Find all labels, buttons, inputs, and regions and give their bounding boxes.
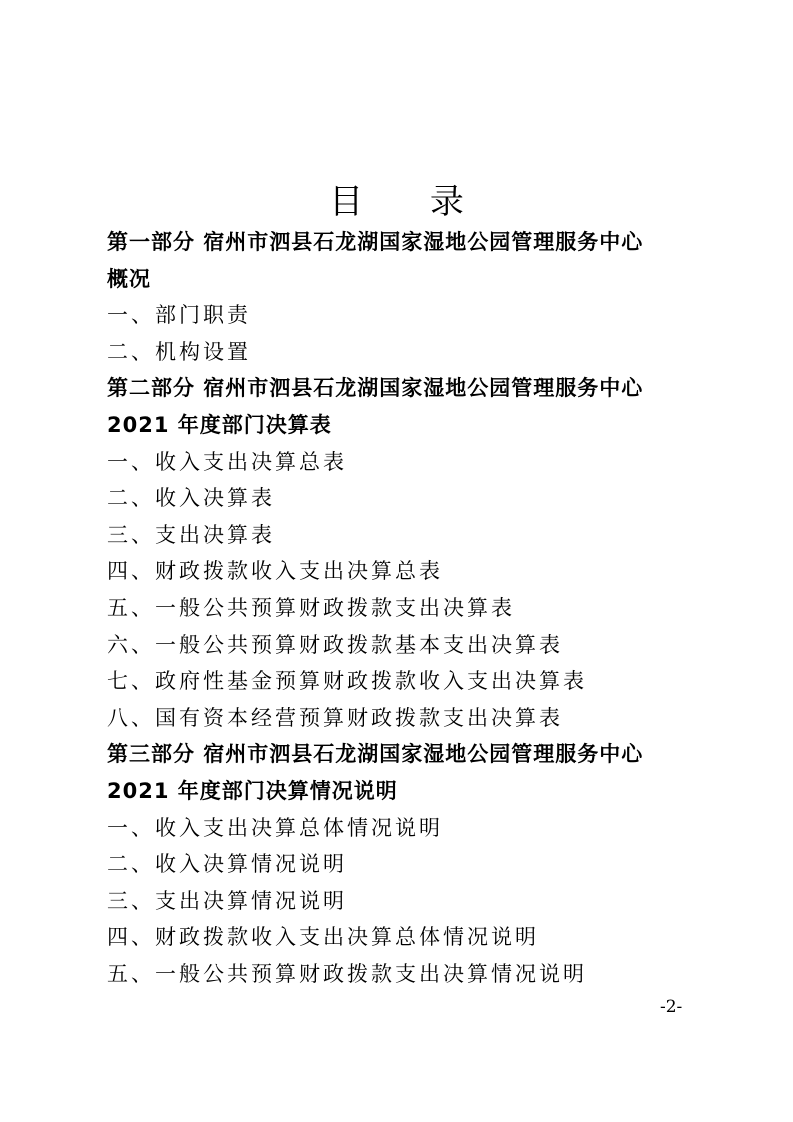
toc-item: 三、支出决算情况说明 (107, 888, 347, 913)
toc-part-heading: 第一部分 宿州市泗县石龙湖国家湿地公园管理服务中心 (107, 230, 644, 254)
toc-item: 二、机构设置 (107, 339, 251, 364)
table-of-contents (107, 224, 707, 992)
toc-part-heading: 2021 年度部门决算情况说明 (107, 778, 398, 803)
toc-part-heading: 概况 (107, 266, 151, 291)
toc-part-heading: 第三部分 宿州市泗县石龙湖国家湿地公园管理服务中心 (107, 742, 644, 767)
toc-item: 四、财政拨款收入支出决算总体情况说明 (107, 925, 539, 950)
toc-item: 八、国有资本经营预算财政拨款支出决算表 (107, 705, 563, 730)
toc-item: 四、财政拨款收入支出决算总表 (107, 559, 443, 584)
toc-item: 二、收入决算表 (107, 486, 275, 511)
toc-item: 七、政府性基金预算财政拨款收入支出决算表 (107, 669, 587, 694)
toc-item: 六、一般公共预算财政拨款基本支出决算表 (107, 632, 563, 657)
page-title: 目 录 (329, 182, 492, 222)
toc-part-heading: 第二部分 宿州市泗县石龙湖国家湿地公园管理服务中心 (107, 376, 644, 401)
toc-item: 五、一般公共预算财政拨款支出决算表 (107, 595, 515, 620)
toc-item: 一、收入支出决算总表 (107, 449, 347, 474)
toc-item: 三、支出决算表 (107, 522, 275, 547)
toc-item: 一、部门职责 (107, 303, 251, 328)
toc-item: 五、一般公共预算财政拨款支出决算情况说明 (107, 961, 587, 986)
toc-item: 二、收入决算情况说明 (107, 852, 347, 877)
toc-item: 一、收入支出决算总体情况说明 (107, 815, 443, 840)
toc-part-heading: 2021 年度部门决算表 (107, 412, 332, 437)
page-number: -2- (660, 997, 683, 1017)
